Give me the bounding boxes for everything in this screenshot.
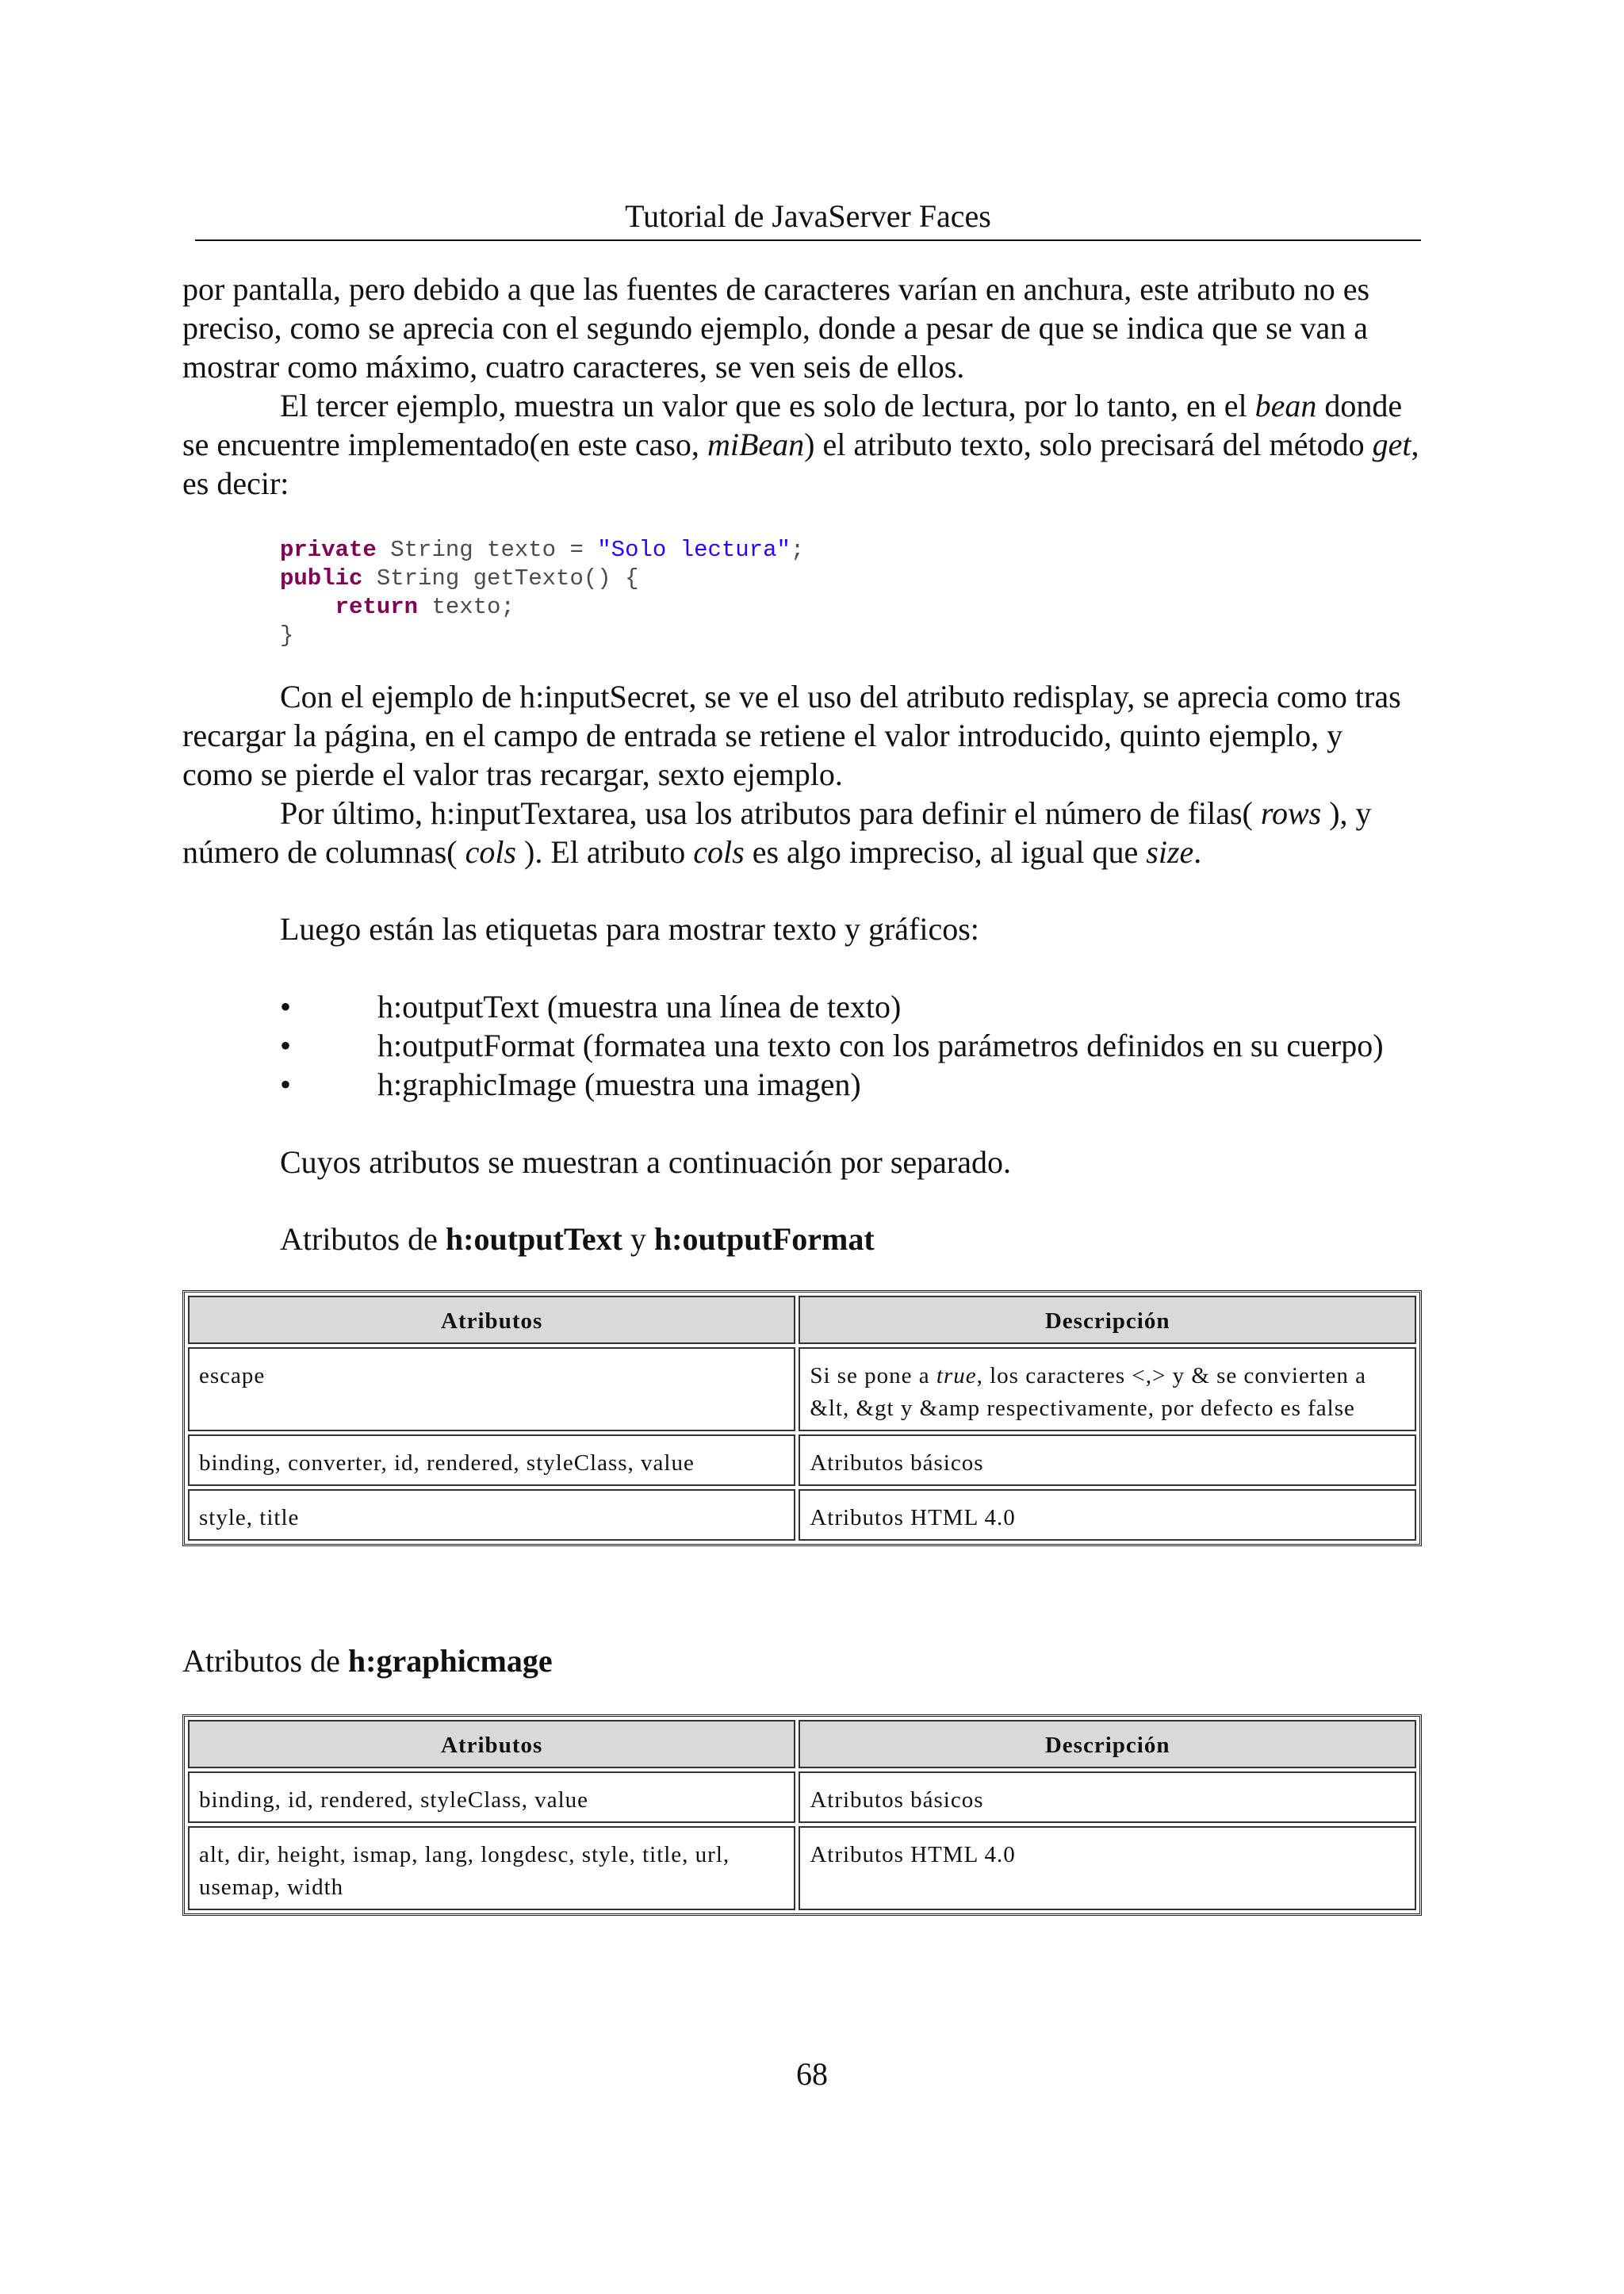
attribute-cell: alt, dir, height, ismap, lang, longdesc, style, title, url, usemap, width bbox=[188, 1826, 795, 1910]
column-header-attributes: Atributos bbox=[188, 1720, 795, 1768]
description-cell: Atributos básicos bbox=[799, 1434, 1416, 1486]
table1-caption: Atributos de h:outputText y h:outputFormat bbox=[280, 1221, 875, 1257]
paragraph-continuation bbox=[182, 270, 1419, 503]
code-line-4: } bbox=[280, 622, 294, 649]
table-row bbox=[188, 1826, 1416, 1910]
description-cell: Si se pone a true, los caracteres <,> y & se convierten a &lt, &gt y &amp respectivamente, por defecto es false bbox=[799, 1347, 1416, 1431]
code-line-1: private String texto = "Solo lectura"; bbox=[280, 537, 805, 563]
list-item: • h:outputFormat (formatea una texto con los parámetros definidos en su cuerpo) bbox=[280, 1028, 1384, 1063]
table-header-row bbox=[188, 1296, 1416, 1344]
code-block bbox=[280, 536, 804, 650]
bullet-marker: • bbox=[280, 1028, 292, 1063]
page-number: 68 bbox=[796, 2056, 828, 2092]
bullet-marker: • bbox=[280, 989, 292, 1024]
page-header: Tutorial de JavaServer Faces bbox=[195, 193, 1421, 241]
table1-caption-wrap bbox=[182, 1220, 1419, 1258]
table-row bbox=[188, 1434, 1416, 1486]
paragraph-5: Luego están las etiquetas para mostrar texto y gráficos: bbox=[280, 911, 979, 947]
column-header-description: Descripción bbox=[799, 1720, 1416, 1768]
code-line-2: public String getTexto() { bbox=[280, 565, 639, 592]
paragraph-6-wrap bbox=[182, 1143, 1419, 1181]
attributes-table-graphic bbox=[182, 1714, 1422, 1916]
column-header-description: Descripción bbox=[799, 1296, 1416, 1344]
table-header-row bbox=[188, 1720, 1416, 1768]
paragraph-group-2 bbox=[182, 677, 1419, 871]
description-cell: Atributos HTML 4.0 bbox=[799, 1826, 1416, 1910]
paragraph-2: El tercer ejemplo, muestra un valor que es solo de lectura, por lo tanto, en el bean donde se encuentre implementado(en este caso, miBean) el atributo texto, solo precisará del método get, es decir: bbox=[182, 388, 1419, 501]
table-row bbox=[188, 1771, 1416, 1823]
table2-caption: Atributos de h:graphicmage bbox=[182, 1643, 553, 1679]
paragraph-4: Por último, h:inputTextarea, usa los atributos para definir el número de filas( rows ), y número de columnas( cols ). El atributo cols es algo impreciso, al igual que size. bbox=[182, 795, 1372, 870]
table-row bbox=[188, 1489, 1416, 1541]
table-row bbox=[188, 1347, 1416, 1431]
attribute-cell: style, title bbox=[188, 1489, 795, 1541]
attributes-table-output bbox=[182, 1290, 1422, 1546]
bullet-list bbox=[280, 987, 1422, 1104]
list-item: • h:outputText (muestra una línea de texto) bbox=[280, 989, 902, 1024]
attribute-cell: binding, id, rendered, styleClass, value bbox=[188, 1771, 795, 1823]
description-cell: Atributos básicos bbox=[799, 1771, 1416, 1823]
paragraph-6: Cuyos atributos se muestran a continuación por separado. bbox=[280, 1144, 1011, 1180]
bullet-marker: • bbox=[280, 1067, 292, 1102]
paragraph-5-wrap bbox=[182, 910, 1419, 948]
column-header-attributes: Atributos bbox=[188, 1296, 795, 1344]
list-item: • h:graphicImage (muestra una imagen) bbox=[280, 1067, 861, 1102]
paragraph-3: Con el ejemplo de h:inputSecret, se ve el uso del atributo redisplay, se aprecia como tras recargar la página, en el campo de entrada se retiene el valor introducido, quinto ejemplo, y como se pierde el valor tras recargar, sexto ejemplo. bbox=[182, 679, 1401, 792]
attribute-cell: binding, converter, id, rendered, styleClass, value bbox=[188, 1434, 795, 1486]
paragraph-1: por pantalla, pero debido a que las fuentes de caracteres varían en anchura, este atributo no es preciso, como se aprecia con el segundo ejemplo, donde a pesar de que se indica que se van a mostrar como máximo, cuatro caracteres, se ven seis de ellos. bbox=[182, 271, 1370, 385]
description-cell: Atributos HTML 4.0 bbox=[799, 1489, 1416, 1541]
table2-caption-wrap bbox=[182, 1641, 1419, 1680]
code-line-3: return texto; bbox=[335, 594, 515, 620]
attribute-cell: escape bbox=[188, 1347, 795, 1431]
